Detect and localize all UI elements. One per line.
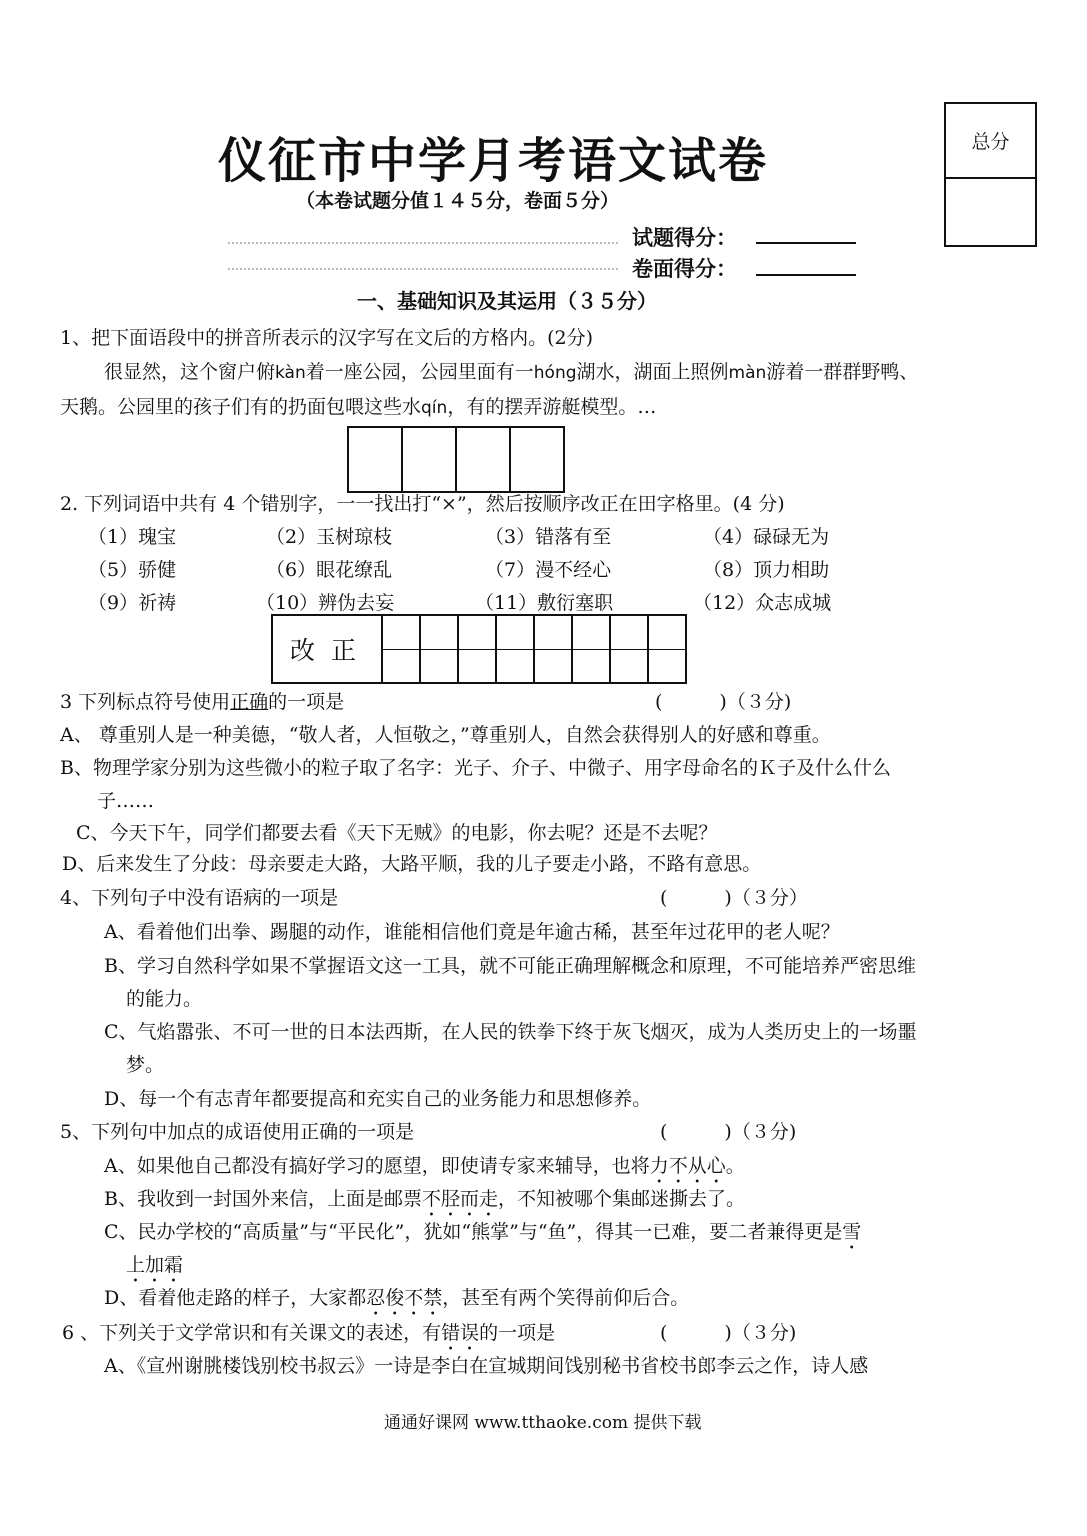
answer-cell[interactable] xyxy=(457,428,511,491)
tianzi-cell[interactable] xyxy=(459,616,497,682)
surface-score-blank[interactable] xyxy=(756,274,856,276)
tianzi-cell[interactable] xyxy=(611,616,649,682)
q5-answer-bracket[interactable]: ( )（３分) xyxy=(660,1121,797,1143)
pinyin: kàn xyxy=(275,363,306,383)
q1-passage-line1: 很显然，这个窗户俯kàn着一座公园，公园里面有一hóng湖水，湖面上照例màn游着一群群野鸭、 xyxy=(104,361,919,383)
total-score-label: 总分 xyxy=(946,104,1035,179)
q6-stem: 6 、下列关于文学常识和有关课文的表述，有错误的一项是 xyxy=(62,1322,556,1344)
total-score-blank[interactable] xyxy=(946,179,1035,247)
divider xyxy=(228,268,618,270)
surface-score-label: 卷面得分： xyxy=(632,256,737,281)
footer-source: 通通好课网 www.tthaoke.com 提供下载 xyxy=(384,1413,702,1433)
dotted-word: 错误 xyxy=(441,1322,480,1344)
q2-word: （3）错落有至 xyxy=(485,526,612,548)
q6-option-a: A、《宣州谢朓楼饯别校书叔云》一诗是李白在宣城期间饯别秘书省校书郎李云之作，诗人感 xyxy=(104,1355,869,1377)
q4-option-b: B、学习自然科学如果不掌握语文这一工具，就不可能正确理解概念和原理，不可能培养严密思维 xyxy=(104,955,916,977)
section-title: 一、基础知识及其运用（３５分） xyxy=(357,289,657,313)
q4-option-b-cont: 的能力。 xyxy=(126,988,203,1010)
q4-answer-bracket[interactable]: ( )（３分） xyxy=(660,887,808,909)
dotted-idiom: 上加霜 xyxy=(126,1254,184,1276)
q5-option-b: B、我收到一封国外来信，上面是邮票不胫而走，不知被哪个集邮迷撕去了。 xyxy=(104,1188,745,1210)
dotted-idiom: 雪 xyxy=(842,1221,862,1243)
q2-word: （2）玉树琼枝 xyxy=(266,526,393,548)
dotted-idiom: 不胫而走 xyxy=(421,1188,498,1210)
answer-cell[interactable] xyxy=(403,428,457,491)
q4-stem: 4、下列句子中没有语病的一项是 xyxy=(60,887,339,909)
q5-option-d: D、看着他走路的样子，大家都忍俊不禁，甚至有两个笑得前仰后合。 xyxy=(104,1287,690,1309)
tianzi-cell[interactable] xyxy=(383,616,421,682)
correction-label: 改正 xyxy=(273,616,383,682)
q1-answer-boxes xyxy=(347,426,565,493)
page-subtitle: （本卷试题分值１４５分，卷面５分） xyxy=(296,190,620,212)
tianzi-cell[interactable] xyxy=(573,616,611,682)
pinyin: màn xyxy=(728,363,767,383)
question-score-blank[interactable] xyxy=(756,242,856,244)
page-title: 仪征市中学月考语文试卷 xyxy=(218,133,769,189)
q3-option-c: C、今天下午，同学们都要去看《天下无贼》的电影，你去呢？还是不去呢？ xyxy=(76,822,718,844)
answer-cell[interactable] xyxy=(511,428,563,491)
question-score-label: 试题得分： xyxy=(632,225,737,250)
q3-option-b-cont: 子…… xyxy=(97,790,155,812)
q5-option-c: C、民办学校的“高质量”与“平民化”，犹如“熊掌”与“鱼”，得其一已难，要二者兼得更是雪 xyxy=(104,1221,862,1243)
q4-option-c: C、气焰嚣张、不可一世的日本法西斯，在人民的铁拳下终于灰飞烟灭，成为人类历史上的一场噩 xyxy=(104,1021,917,1043)
q5-stem: 5、下列句中加点的成语使用正确的一项是 xyxy=(60,1121,415,1143)
q2-word: （11）敷衍塞职 xyxy=(475,592,614,614)
q2-correction-grid xyxy=(271,614,687,684)
q1-passage-line2: 天鹅。公园里的孩子们有的扔面包喂这些水qín，有的摆弄游艇模型。… xyxy=(60,396,657,418)
q4-option-c-cont: 梦。 xyxy=(126,1054,165,1076)
q5-option-c-cont xyxy=(126,1250,183,1287)
q3-answer-bracket[interactable]: ( )（３分) xyxy=(655,691,792,713)
q4-option-a: A、看着他们出拳、踢腿的动作，谁能相信他们竟是年逾古稀，甚至年过花甲的老人呢？ xyxy=(104,921,840,943)
q1-stem: 1、把下面语段中的拼音所表示的汉字写在文后的方格内。(2分) xyxy=(60,327,594,349)
tianzi-cell[interactable] xyxy=(421,616,459,682)
tianzi-cell[interactable] xyxy=(649,616,685,682)
q3-stem: 3 下列标点符号使用正确的一项是 xyxy=(60,691,345,713)
q3-option-b: B、物理学家分别为这些微小的粒子取了名字：光子、介子、中微子、用字母命名的Ｋ子及什么什么 xyxy=(60,757,891,779)
q2-word: （9）祈祷 xyxy=(88,592,177,614)
q2-word: （7）漫不经心 xyxy=(485,559,612,581)
pinyin: hóng xyxy=(533,363,577,383)
q5-option-a: A、如果他自己都没有搞好学习的愿望，即使请专家来辅导，也将力不从心。 xyxy=(104,1155,745,1177)
tianzi-cell[interactable] xyxy=(497,616,535,682)
pinyin: qín xyxy=(421,398,448,418)
q2-word: （10）辨伪去妄 xyxy=(256,592,395,614)
dotted-idiom: 忍俊不禁 xyxy=(366,1287,443,1309)
q2-word: （5）骄健 xyxy=(88,559,177,581)
q6-answer-bracket[interactable]: ( )（３分) xyxy=(660,1322,797,1344)
q2-stem: 2. 下列词语中共有 4 个错别字，一一找出打“×”，然后按顺序改正在田字格里。(4 分) xyxy=(60,493,785,515)
q3-option-d: D、后来发生了分歧：母亲要走大路，大路平顺，我的儿子要走小路，不路有意思。 xyxy=(62,853,762,875)
divider xyxy=(228,242,618,244)
q4-option-d: D、每一个有志青年都要提高和充实自己的业务能力和思想修养。 xyxy=(104,1088,652,1110)
tianzi-cell[interactable] xyxy=(535,616,573,682)
q2-word: （6）眼花缭乱 xyxy=(266,559,393,581)
q2-word: （4）碌碌无为 xyxy=(703,526,830,548)
dotted-idiom: 力不从心 xyxy=(649,1155,726,1177)
q2-word: （1）瑰宝 xyxy=(88,526,177,548)
q2-word: （8）顶力相助 xyxy=(703,559,830,581)
q2-word: （12）众志成城 xyxy=(693,592,832,614)
q3-option-a: A、 尊重别人是一种美德，“敬人者，人恒敬之，”尊重别人，自然会获得别人的好感和尊重。 xyxy=(60,724,831,746)
total-score-box xyxy=(944,102,1037,247)
answer-cell[interactable] xyxy=(349,428,403,491)
